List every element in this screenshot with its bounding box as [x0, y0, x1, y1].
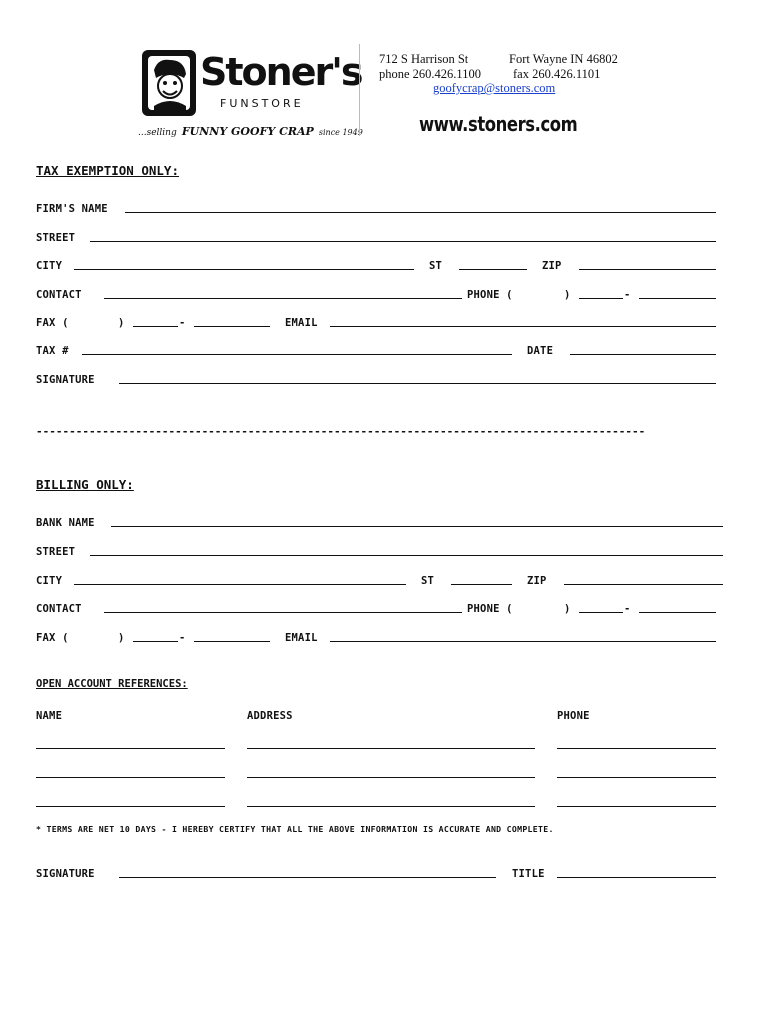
ref3-name-field[interactable] — [36, 806, 225, 807]
tax-heading: TAX EXEMPTION ONLY: — [36, 163, 179, 178]
contact-address: 712 S Harrison St — [379, 52, 469, 66]
billing-phone-prefix-field[interactable] — [579, 612, 623, 613]
billing-heading: BILLING ONLY: — [36, 477, 134, 492]
logo — [138, 46, 363, 138]
footer-signature-field[interactable] — [119, 877, 496, 878]
tax-fax-prefix-field[interactable] — [133, 326, 178, 327]
tax-city-label: CITY — [36, 260, 63, 272]
cut-separator: -------------------------------------------------------------------------------------------- — [36, 425, 646, 438]
billing-street-label: STREET — [36, 546, 76, 558]
ref-col-phone: PHONE — [557, 710, 590, 722]
billing-contact-field[interactable] — [104, 612, 462, 613]
billing-fax-label: FAX ( — [36, 632, 69, 644]
tax-phone-line-field[interactable] — [639, 298, 716, 299]
tax-email-field[interactable] — [330, 326, 716, 327]
tax-fax-line-field[interactable] — [194, 326, 270, 327]
logo-sub: FUNSTORE — [220, 97, 304, 110]
billing-fax-line-field[interactable] — [194, 641, 270, 642]
tax-fax-paren: ) — [118, 317, 125, 329]
billing-fax-prefix-field[interactable] — [133, 641, 178, 642]
billing-phone-line-field[interactable] — [639, 612, 716, 613]
footer-title-field[interactable] — [557, 877, 716, 878]
ref-col-name: NAME — [36, 710, 63, 722]
contact-fax: fax 260.426.1101 — [513, 67, 601, 81]
footer-signature-label: SIGNATURE — [36, 868, 95, 880]
tax-st-field[interactable] — [459, 269, 527, 270]
contact-phone: phone 260.426.1100 — [379, 67, 481, 81]
ref1-phone-field[interactable] — [557, 748, 716, 749]
ref2-address-field[interactable] — [247, 777, 535, 778]
billing-email-label: EMAIL — [285, 632, 318, 644]
tagline-main: FUNNY GOOFY CRAP — [181, 125, 314, 138]
bank-name-label: BANK NAME — [36, 517, 95, 529]
firm-name-field[interactable] — [125, 212, 716, 213]
billing-city-field[interactable] — [74, 584, 406, 585]
tax-phone-paren: ) — [564, 289, 571, 301]
billing-street-field[interactable] — [90, 555, 723, 556]
tax-street-field[interactable] — [90, 241, 716, 242]
logo-brand: Stoner's — [200, 50, 362, 94]
terms-text: * TERMS ARE NET 10 DAYS - I HEREBY CERTIFY THAT ALL THE ABOVE INFORMATION IS ACCURATE AND COMPLETE. — [36, 824, 554, 834]
billing-st-label: ST — [421, 575, 435, 587]
billing-city-label: CITY — [36, 575, 63, 587]
tax-contact-label: CONTACT — [36, 289, 82, 301]
billing-phone-label: PHONE ( — [467, 603, 513, 615]
website: www.stoners.com — [419, 112, 578, 136]
tagline-prefix: ...selling — [138, 128, 177, 138]
tax-phone-dash: - — [624, 289, 631, 301]
billing-phone-dash: - — [624, 603, 631, 615]
billing-phone-paren: ) — [564, 603, 571, 615]
bank-name-field[interactable] — [111, 526, 723, 527]
billing-zip-label: ZIP — [527, 575, 547, 587]
contact-city: Fort Wayne IN 46802 — [509, 52, 618, 66]
billing-fax-dash: - — [179, 632, 186, 644]
tax-contact-field[interactable] — [104, 298, 462, 299]
footer-title-label: TITLE — [512, 868, 545, 880]
tax-date-label: DATE — [527, 345, 554, 357]
billing-st-field[interactable] — [451, 584, 512, 585]
tax-st-label: ST — [429, 260, 443, 272]
tax-phone-prefix-field[interactable] — [579, 298, 623, 299]
tax-signature-field[interactable] — [119, 383, 716, 384]
billing-zip-field[interactable] — [564, 584, 723, 585]
tax-zip-field[interactable] — [579, 269, 716, 270]
stoners-mascot-icon — [140, 48, 200, 120]
tax-city-field[interactable] — [74, 269, 414, 270]
tax-fax-label: FAX ( — [36, 317, 69, 329]
tax-signature-label: SIGNATURE — [36, 374, 95, 386]
ref1-address-field[interactable] — [247, 748, 535, 749]
ref1-name-field[interactable] — [36, 748, 225, 749]
tax-zip-label: ZIP — [542, 260, 562, 272]
tax-number-field[interactable] — [82, 354, 512, 355]
tax-email-label: EMAIL — [285, 317, 318, 329]
ref3-phone-field[interactable] — [557, 806, 716, 807]
tax-fax-dash: - — [179, 317, 186, 329]
ref-col-address: ADDRESS — [247, 710, 293, 722]
tax-number-label: TAX # — [36, 345, 69, 357]
tax-street-label: STREET — [36, 232, 76, 244]
contact-email-link[interactable]: goofycrap@stoners.com — [433, 81, 556, 95]
tax-phone-label: PHONE ( — [467, 289, 513, 301]
ref2-phone-field[interactable] — [557, 777, 716, 778]
firm-name-label: FIRM'S NAME — [36, 203, 108, 215]
tagline-suffix: since 1949 — [318, 128, 363, 137]
logo-tagline — [138, 120, 363, 139]
ref3-address-field[interactable] — [247, 806, 535, 807]
billing-fax-paren: ) — [118, 632, 125, 644]
billing-contact-label: CONTACT — [36, 603, 82, 615]
ref2-name-field[interactable] — [36, 777, 225, 778]
billing-email-field[interactable] — [330, 641, 716, 642]
header-divider — [359, 44, 360, 136]
references-heading: OPEN ACCOUNT REFERENCES: — [36, 678, 188, 690]
tax-date-field[interactable] — [570, 354, 716, 355]
